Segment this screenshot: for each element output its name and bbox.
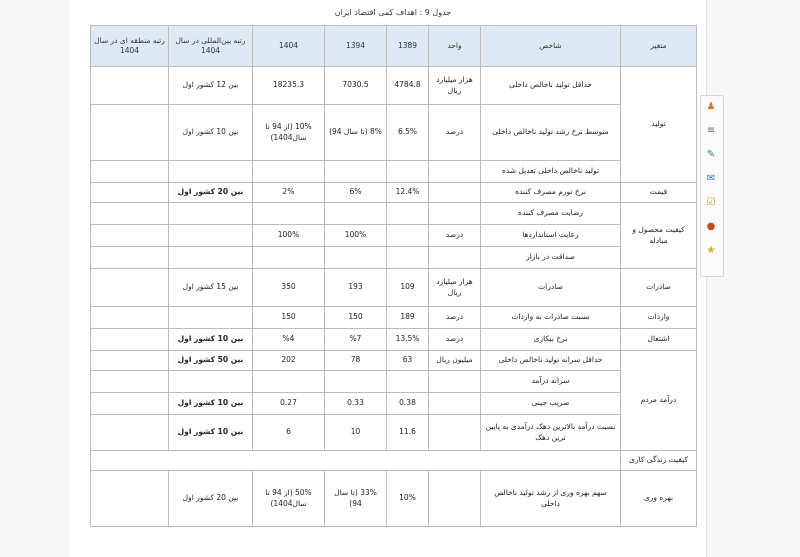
- value-1404: 6: [253, 415, 325, 451]
- regional-rank-cell: [91, 471, 169, 527]
- intl-rank-cell: [169, 225, 253, 247]
- value-1394: 0.33: [325, 393, 387, 415]
- regional-rank-cell: [91, 67, 169, 105]
- intl-rank-cell: بین 10 کشور اول: [169, 105, 253, 161]
- value-1394: [325, 161, 387, 183]
- value-1404: [253, 203, 325, 225]
- unit-cell: [429, 161, 481, 183]
- indicator-cell: نرخ تورم مصرف کننده: [481, 183, 621, 203]
- indicator-cell: نسبت درآمد بالاترین دهک درآمدی به پایین ترین دهک: [481, 415, 621, 451]
- regional-rank-cell: [91, 307, 169, 329]
- intl-rank-cell: [169, 203, 253, 225]
- intl-rank-cell: بین 10 کشور اول: [169, 415, 253, 451]
- value-1394: 6%: [325, 183, 387, 203]
- variable-cell: تولید: [621, 67, 697, 183]
- value-1394: [325, 247, 387, 269]
- unit-cell: [429, 415, 481, 451]
- chat-icon[interactable]: ✉: [706, 173, 716, 184]
- value-1389: 10%: [387, 471, 429, 527]
- value-1404: 2%: [253, 183, 325, 203]
- trophy-icon[interactable]: ★: [706, 245, 716, 256]
- value-1404: 100%: [253, 225, 325, 247]
- user-icon[interactable]: ♟: [706, 101, 716, 112]
- regional-rank-cell: [91, 371, 169, 393]
- value-1389: 6.5%: [387, 105, 429, 161]
- value-1389: 12.4%: [387, 183, 429, 203]
- intl-rank-cell: [169, 247, 253, 269]
- list-icon[interactable]: ≡: [706, 125, 716, 136]
- table-row: [91, 329, 697, 351]
- value-1389: 63: [387, 351, 429, 371]
- intl-rank-cell: [169, 307, 253, 329]
- indicator-cell: رعایت استانداردها: [481, 225, 621, 247]
- intl-rank-cell: [169, 371, 253, 393]
- unit-cell: درصد: [429, 105, 481, 161]
- indicator-cell: رضایت مصرف کننده: [481, 203, 621, 225]
- regional-rank-cell: [91, 269, 169, 307]
- value-1404: 150: [253, 307, 325, 329]
- value-1394: 150: [325, 307, 387, 329]
- intl-rank-cell: بین 15 کشور اول: [169, 269, 253, 307]
- intl-rank-cell: [169, 161, 253, 183]
- value-1404: 0.27: [253, 393, 325, 415]
- value-1404: [253, 161, 325, 183]
- variable-cell: صادرات: [621, 269, 697, 307]
- value-1394: 10: [325, 415, 387, 451]
- value-1394: 78: [325, 351, 387, 371]
- unit-cell: [429, 371, 481, 393]
- intl-rank-cell: بین 50 کشور اول: [169, 351, 253, 371]
- value-1394: [325, 203, 387, 225]
- header-intl-rank: رتبه بین‌المللی در سال 1404: [169, 26, 253, 67]
- pencil-icon[interactable]: ✎: [706, 149, 716, 160]
- value-1404: 10% (از 94 تا سال1404): [253, 105, 325, 161]
- unit-cell: درصد: [429, 329, 481, 351]
- right-margin: [706, 0, 800, 557]
- value-1404: 18235.3: [253, 67, 325, 105]
- indicator-cell: سرانه درآمد: [481, 371, 621, 393]
- regional-rank-cell: [91, 225, 169, 247]
- sidebar-toolbar: [700, 95, 724, 277]
- header-unit: واحد: [429, 26, 481, 67]
- value-1394: 8% (تا سال 94): [325, 105, 387, 161]
- regional-rank-cell: [91, 351, 169, 371]
- unit-cell: [429, 393, 481, 415]
- table-row: [91, 307, 697, 329]
- message-icon[interactable]: ☑: [706, 197, 716, 208]
- indicator-cell: نسبت صادرات به واردات: [481, 307, 621, 329]
- table-row: [91, 161, 697, 183]
- indicator-cell: تولید ناخالص داخلی تعدیل شده: [481, 161, 621, 183]
- empty-cell: [91, 451, 621, 471]
- value-1394: [325, 371, 387, 393]
- header-1389: 1389: [387, 26, 429, 67]
- unit-cell: [429, 247, 481, 269]
- intl-rank-cell: بین 20 کشور اول: [169, 471, 253, 527]
- indicator-cell: سهم بهره وری از رشد تولید ناخالص داخلی: [481, 471, 621, 527]
- globe-icon[interactable]: ●: [706, 221, 716, 232]
- regional-rank-cell: [91, 415, 169, 451]
- value-1389: [387, 371, 429, 393]
- variable-cell: قیمت: [621, 183, 697, 203]
- table-row: [91, 393, 697, 415]
- value-1389: 4784.8: [387, 67, 429, 105]
- value-1389: 13.5%: [387, 329, 429, 351]
- value-1404: [253, 371, 325, 393]
- indicator-cell: حداقل سرانه تولید ناخالص داخلی: [481, 351, 621, 371]
- table-row: [91, 451, 697, 471]
- regional-rank-cell: [91, 247, 169, 269]
- unit-cell: میلیون ریال: [429, 351, 481, 371]
- value-1394: 7030.5: [325, 67, 387, 105]
- intl-rank-cell: بین 20 کشور اول: [169, 183, 253, 203]
- variable-cell: درآمد مردم: [621, 351, 697, 451]
- unit-cell: [429, 183, 481, 203]
- unit-cell: درصد: [429, 307, 481, 329]
- regional-rank-cell: [91, 203, 169, 225]
- table-row: [91, 247, 697, 269]
- unit-cell: [429, 203, 481, 225]
- unit-cell: هزار میلیارد ریال: [429, 269, 481, 307]
- indicator-cell: ضریب جینی: [481, 393, 621, 415]
- variable-cell: اشتغال: [621, 329, 697, 351]
- value-1394: %7: [325, 329, 387, 351]
- variable-cell: واردات: [621, 307, 697, 329]
- regional-rank-cell: [91, 105, 169, 161]
- table-row: [91, 371, 697, 393]
- table-row: [91, 67, 697, 105]
- unit-cell: هزار میلیارد ریال: [429, 67, 481, 105]
- header-1404: 1404: [253, 26, 325, 67]
- value-1404: 202: [253, 351, 325, 371]
- intl-rank-cell: بین 12 کشور اول: [169, 67, 253, 105]
- indicator-cell: صادرات: [481, 269, 621, 307]
- indicator-cell: متوسط نرخ رشد تولید ناخالص داخلی: [481, 105, 621, 161]
- value-1394: 33% (تا سال 94): [325, 471, 387, 527]
- regional-rank-cell: [91, 183, 169, 203]
- indicator-cell: صداقت در بازار: [481, 247, 621, 269]
- header-1394: 1394: [325, 26, 387, 67]
- value-1404: %4: [253, 329, 325, 351]
- regional-rank-cell: [91, 329, 169, 351]
- indicator-cell: نرخ بیکاری: [481, 329, 621, 351]
- regional-rank-cell: [91, 393, 169, 415]
- value-1389: [387, 161, 429, 183]
- table-row: [91, 225, 697, 247]
- variable-cell: کیفیت محصول و مبادله: [621, 203, 697, 269]
- value-1394: 100%: [325, 225, 387, 247]
- table-caption: جدول 9 : اهداف کمی اقتصاد ایران: [334, 8, 452, 17]
- value-1404: 350: [253, 269, 325, 307]
- variable-cell: کیفیت زندگی کاری: [621, 451, 697, 471]
- table-row: [91, 105, 697, 161]
- header-regional-rank: رتبه منطقه ای در سال 1404: [91, 26, 169, 67]
- value-1394: 193: [325, 269, 387, 307]
- value-1389: 11.6: [387, 415, 429, 451]
- variable-cell: بهره وری: [621, 471, 697, 527]
- table-row: [91, 269, 697, 307]
- intl-rank-cell: بین 10 کشور اول: [169, 329, 253, 351]
- unit-cell: درصد: [429, 225, 481, 247]
- value-1389: [387, 247, 429, 269]
- value-1389: 0.38: [387, 393, 429, 415]
- economy-targets-table: [90, 25, 697, 527]
- value-1389: 189: [387, 307, 429, 329]
- table-row: [91, 203, 697, 225]
- value-1389: [387, 225, 429, 247]
- table-row: [91, 183, 697, 203]
- table-header-row: [91, 26, 697, 67]
- value-1389: [387, 203, 429, 225]
- value-1389: 109: [387, 269, 429, 307]
- regional-rank-cell: [91, 161, 169, 183]
- intl-rank-cell: بین 10 کشور اول: [169, 393, 253, 415]
- table-row: [91, 415, 697, 451]
- table-row: [91, 471, 697, 527]
- value-1404: [253, 247, 325, 269]
- unit-cell: [429, 471, 481, 527]
- left-margin: [0, 0, 71, 557]
- header-variable: متغیر: [621, 26, 697, 67]
- header-indicator: شاخص: [481, 26, 621, 67]
- value-1404: 50% (از 94 تا سال1404): [253, 471, 325, 527]
- indicator-cell: حداقل تولید ناخالص داخلی: [481, 67, 621, 105]
- table-row: [91, 351, 697, 371]
